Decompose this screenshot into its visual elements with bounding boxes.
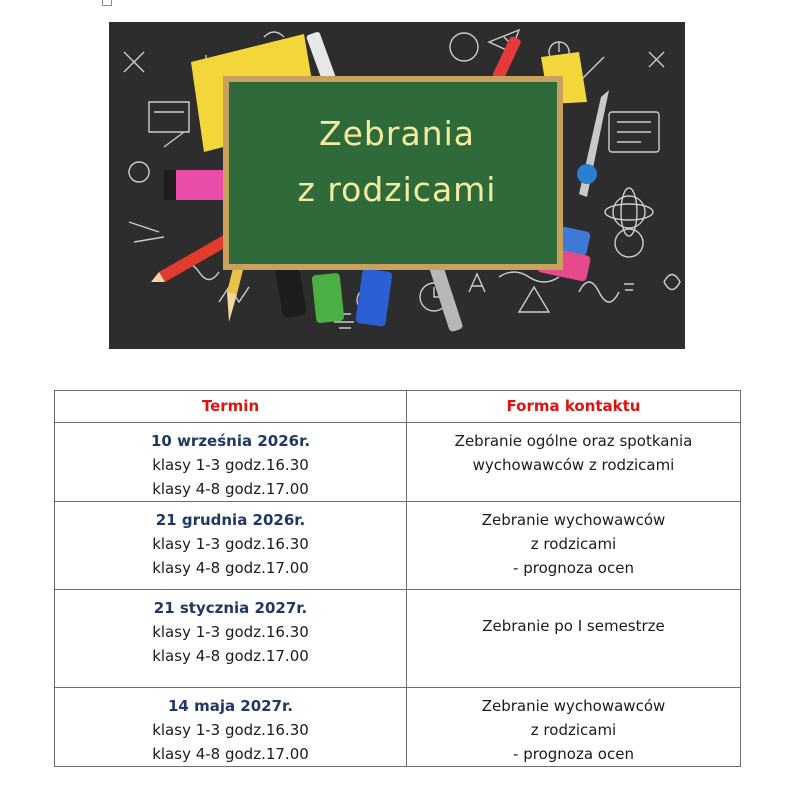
table-row [55,590,741,688]
hours-grades-4-8: klasy 4-8 godz.17.00 [152,480,309,498]
contact-cell [407,502,741,590]
contact-line: z rodzicami [530,535,617,553]
hours-grades-4-8: klasy 4-8 godz.17.00 [152,647,309,665]
table-row [55,502,741,590]
hours-grades-1-3: klasy 1-3 godz.16.30 [152,721,309,739]
banner-title-line-2: z rodzicami [297,170,497,209]
hours-grades-1-3: klasy 1-3 godz.16.30 [152,456,309,474]
meeting-schedule-table [54,390,741,767]
contact-cell [407,423,741,502]
banner-title-line-1: Zebrania [319,114,475,153]
hours-grades-1-3: klasy 1-3 godz.16.30 [152,535,309,553]
meeting-date: 14 maja 2027r. [167,697,294,715]
table-header-row [55,391,741,423]
date-cell [55,590,407,688]
meeting-date: 21 grudnia 2026r. [155,511,306,529]
contact-cell [407,590,741,688]
date-cell [55,502,407,590]
contact-line: wychowawców z rodzicami [472,456,675,474]
meeting-date: 21 stycznia 2027r. [153,599,308,617]
contact-line: z rodzicami [530,721,617,739]
meeting-date: 10 września 2026r. [150,432,311,450]
contact-line: Zebranie wychowawców [481,511,666,529]
contact-line: Zebranie wychowawców [481,697,666,715]
contact-cell [407,688,741,767]
chalkboard-banner-image [109,22,685,349]
hours-grades-4-8: klasy 4-8 godz.17.00 [152,745,309,763]
hours-grades-1-3: klasy 1-3 godz.16.30 [152,623,309,641]
hours-grades-4-8: klasy 4-8 godz.17.00 [152,559,309,577]
table-row [55,423,741,502]
column-header-termin: Termin [55,391,407,423]
contact-line: Zebranie ogólne oraz spotkania [454,432,693,450]
contact-line: - prognoza ocen [513,559,634,577]
column-header-forma-kontaktu: Forma kontaktu [407,391,741,423]
table-row [55,688,741,767]
date-cell [55,423,407,502]
date-cell [55,688,407,767]
object-anchor-handle[interactable] [102,0,112,6]
contact-line: - prognoza ocen [513,745,634,763]
contact-line: Zebranie po I semestrze [482,617,665,635]
